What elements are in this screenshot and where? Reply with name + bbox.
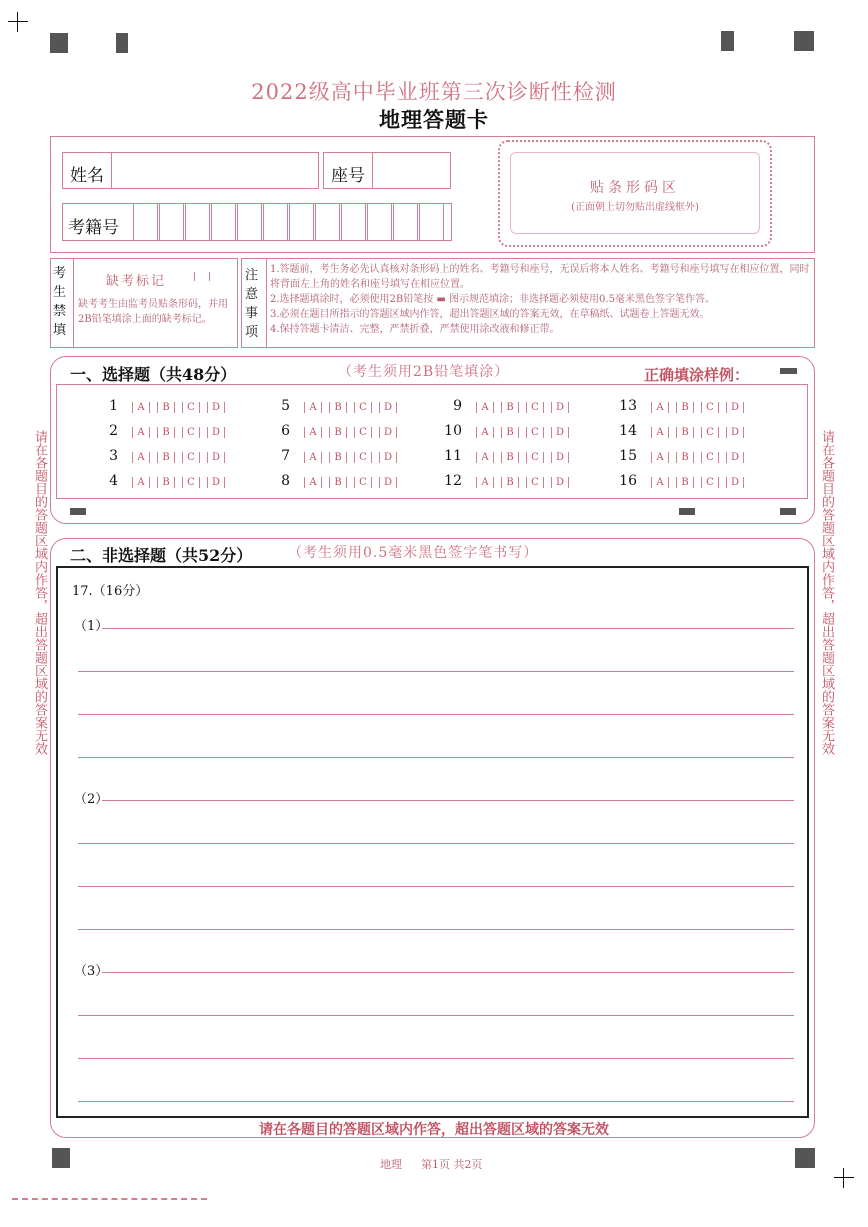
question-number: 16 (619, 473, 637, 489)
footer-subject: 地理 (380, 1158, 402, 1171)
answer-bubble-8-c[interactable]: C (354, 477, 372, 488)
answer-bubble-14-b[interactable]: B (676, 427, 694, 438)
answer-bubble-10-c[interactable]: C (526, 427, 544, 438)
answer-bubble-6-b[interactable]: B (329, 427, 347, 438)
part-label: （2） (74, 792, 109, 807)
exam-id-digit-cell[interactable] (263, 203, 288, 241)
answer-bubble-2-b[interactable]: B (157, 427, 175, 438)
answer-bubble-13-c[interactable]: C (701, 402, 719, 413)
answer-bubble-2-c[interactable]: C (182, 427, 200, 438)
filled-example-mark (780, 368, 797, 374)
question-number: 5 (281, 398, 290, 414)
answer-bubble-7-d[interactable]: D (379, 452, 397, 463)
answer-bubble-11-d[interactable]: D (551, 452, 569, 463)
answer-line (78, 671, 794, 672)
answer-bubble-6-d[interactable]: D (379, 427, 397, 438)
exam-id-digit-cell[interactable] (159, 203, 184, 241)
nonchoice-section-note: （考生须用0.5毫米黑色签字笔书写） (288, 545, 539, 561)
answer-bubble-1-c[interactable]: C (182, 402, 200, 413)
nonchoice-section-title: 二、非选择题（共52分） (70, 546, 253, 565)
barcode-title: 贴条形码区 (590, 180, 680, 196)
answer-line (78, 1058, 794, 1059)
notice-item: 3.必须在题目所指示的答题区域内作答，超出答题区域的答案无效，在草稿纸、试题卷上答题无效。 (270, 309, 710, 320)
exam-id-digit-cell[interactable] (133, 203, 158, 241)
answer-bubble-3-d[interactable]: D (207, 452, 225, 463)
answer-bubble-12-b[interactable]: B (501, 477, 519, 488)
answer-bubble-15-c[interactable]: C (701, 452, 719, 463)
answer-bubble-2-a[interactable]: A (132, 427, 150, 438)
answer-bubble-1-b[interactable]: B (157, 402, 175, 413)
answer-bubble-3-c[interactable]: C (182, 452, 200, 463)
answer-bubble-4-b[interactable]: B (157, 477, 175, 488)
question-number: 6 (281, 423, 290, 439)
answer-bubble-11-b[interactable]: B (501, 452, 519, 463)
question-number: 3 (109, 448, 118, 464)
exam-id-digit-cell[interactable] (289, 203, 314, 241)
answer-bubble-14-c[interactable]: C (701, 427, 719, 438)
answer-line (78, 757, 794, 758)
answer-bubble-1-a[interactable]: A (132, 402, 150, 413)
exam-id-label: 考籍号 (68, 218, 119, 238)
exam-title: 2022级高中毕业班第三次诊断性检测 (251, 80, 617, 104)
answer-bubble-4-a[interactable]: A (132, 477, 150, 488)
footer-page: 第1页 共2页 (421, 1158, 483, 1171)
side-warning-left: 请在各题目的答题区域内作答，超出答题区域的答案无效 (32, 430, 47, 755)
answer-bubble-15-b[interactable]: B (676, 452, 694, 463)
answer-line (102, 972, 794, 973)
position-marker (70, 508, 86, 515)
notice-side-label: 注意事项 (245, 268, 259, 340)
example-label: 正确填涂样例： (644, 366, 750, 384)
position-marker (780, 508, 796, 515)
exam-id-digit-cell[interactable] (185, 203, 210, 241)
answer-bubble-3-b[interactable]: B (157, 452, 175, 463)
answer-bubble-13-a[interactable]: A (651, 402, 669, 413)
position-marker (116, 33, 128, 53)
cut-line (12, 1198, 207, 1200)
exam-id-digit-cell[interactable] (211, 203, 236, 241)
answer-bubble-8-d[interactable]: D (379, 477, 397, 488)
answer-bubble-6-a[interactable]: A (304, 427, 322, 438)
absent-side-label: 考生禁填 (53, 266, 67, 338)
answer-bubble-5-d[interactable]: D (379, 402, 397, 413)
answer-bubble-16-b[interactable]: B (676, 477, 694, 488)
answer-area[interactable] (56, 566, 809, 1118)
answer-bubble-16-d[interactable]: D (726, 477, 744, 488)
bottom-warning: 请在各题目的答题区域内作答，超出答题区域的答案无效 (259, 1122, 609, 1138)
answer-bubble-9-b[interactable]: B (501, 402, 519, 413)
position-marker (50, 33, 68, 53)
choice-section-note: （考生须用2B铅笔填涂） (338, 364, 510, 380)
answer-line (78, 1101, 794, 1102)
question-number: 10 (444, 423, 462, 439)
question-number: 1 (109, 398, 118, 414)
answer-bubble-2-d[interactable]: D (207, 427, 225, 438)
question-number: 11 (444, 448, 462, 464)
answer-bubble-3-a[interactable]: A (132, 452, 150, 463)
answer-line (78, 886, 794, 887)
answer-bubble-1-d[interactable]: D (207, 402, 225, 413)
exam-id-digit-cell[interactable] (315, 203, 340, 241)
answer-line (78, 843, 794, 844)
answer-bubble-12-a[interactable]: A (476, 477, 494, 488)
absent-instruction: 缺考考生由监考员贴条形码，并用2B铅笔填涂上面的缺考标记。 (78, 299, 228, 325)
exam-id-digit-cell[interactable] (237, 203, 262, 241)
question-number: 4 (109, 473, 118, 489)
question-number: 2 (109, 423, 118, 439)
answer-bubble-14-a[interactable]: A (651, 427, 669, 438)
answer-bubble-16-c[interactable]: C (701, 477, 719, 488)
exam-id-digit-cell[interactable] (341, 203, 366, 241)
question-number: 14 (619, 423, 637, 439)
answer-bubble-10-d[interactable]: D (551, 427, 569, 438)
answer-line (102, 628, 794, 629)
part-label: （1） (74, 619, 109, 634)
barcode-note: (正面朝上切勿贴出虚线框外) (571, 202, 699, 213)
choice-section-title: 一、选择题（共48分） (70, 365, 237, 384)
answer-bubble-11-c[interactable]: C (526, 452, 544, 463)
absent-mark-box[interactable] (194, 272, 210, 281)
question-number: 13 (619, 398, 637, 414)
answer-bubble-5-a[interactable]: A (304, 402, 322, 413)
answer-bubble-11-a[interactable]: A (476, 452, 494, 463)
answer-bubble-13-b[interactable]: B (676, 402, 694, 413)
exam-id-digit-cell[interactable] (367, 203, 392, 241)
answer-bubble-13-d[interactable]: D (726, 402, 744, 413)
answer-bubble-10-b[interactable]: B (501, 427, 519, 438)
answer-bubble-15-a[interactable]: A (651, 452, 669, 463)
answer-bubble-7-c[interactable]: C (354, 452, 372, 463)
question-number: 8 (281, 473, 290, 489)
registration-cross-bottom-right (834, 1168, 854, 1188)
answer-bubble-9-c[interactable]: C (526, 402, 544, 413)
answer-bubble-16-a[interactable]: A (651, 477, 669, 488)
card-title: 地理答题卡 (379, 107, 489, 132)
answer-line (102, 800, 794, 801)
answer-bubble-12-c[interactable]: C (526, 477, 544, 488)
answer-bubble-7-b[interactable]: B (329, 452, 347, 463)
question-number: 15 (619, 448, 637, 464)
side-warning-right: 请在各题目的答题区域内作答，超出答题区域的答案无效 (819, 430, 834, 755)
position-marker (795, 1148, 815, 1168)
question-number: 9 (453, 398, 462, 414)
notice-item: 1.答题前，考生务必先认真核对条形码上的姓名、考籍号和座号，无误后将本人姓名、考籍号和座号填写在相应位置，同时将背面左上角的姓名和座号填写在相应位置。 (270, 264, 810, 290)
answer-bubble-9-d[interactable]: D (551, 402, 569, 413)
exam-id-digit-cell[interactable] (393, 203, 418, 241)
answer-bubble-4-c[interactable]: C (182, 477, 200, 488)
answer-bubble-4-d[interactable]: D (207, 477, 225, 488)
answer-bubble-5-b[interactable]: B (329, 402, 347, 413)
answer-bubble-8-a[interactable]: A (304, 477, 322, 488)
answer-bubble-5-c[interactable]: C (354, 402, 372, 413)
answer-line (78, 1015, 794, 1016)
question-number: 12 (444, 473, 462, 489)
answer-line (78, 929, 794, 930)
answer-line (78, 714, 794, 715)
part-label: （3） (74, 964, 109, 979)
notice-item: 4.保持答题卡清洁、完整，严禁折叠，严禁使用涂改液和修正带。 (270, 324, 560, 335)
question-number: 7 (281, 448, 290, 464)
answer-bubble-8-b[interactable]: B (329, 477, 347, 488)
answer-bubble-6-c[interactable]: C (354, 427, 372, 438)
answer-bubble-15-d[interactable]: D (726, 452, 744, 463)
answer-bubble-14-d[interactable]: D (726, 427, 744, 438)
answer-bubble-10-a[interactable]: A (476, 427, 494, 438)
position-marker (721, 31, 734, 51)
answer-bubble-7-a[interactable]: A (304, 452, 322, 463)
notice-item: 2.选择题填涂时，必须使用2B铅笔按 ▬ 图示规范填涂；非选择题必须使用0.5毫米黑色签字笔作答。 (270, 294, 715, 305)
name-label: 姓名 (70, 166, 104, 186)
registration-cross-top-left (8, 12, 28, 32)
position-marker (794, 31, 814, 51)
answer-bubble-9-a[interactable]: A (476, 402, 494, 413)
answer-bubble-12-d[interactable]: D (551, 477, 569, 488)
absent-mark-label: 缺考标记 (106, 274, 167, 289)
position-marker (52, 1148, 70, 1168)
seat-label: 座号 (331, 166, 365, 186)
position-marker (679, 508, 695, 515)
question-17-label: 17.（16分） (72, 584, 149, 599)
exam-id-digit-cell[interactable] (419, 203, 444, 241)
